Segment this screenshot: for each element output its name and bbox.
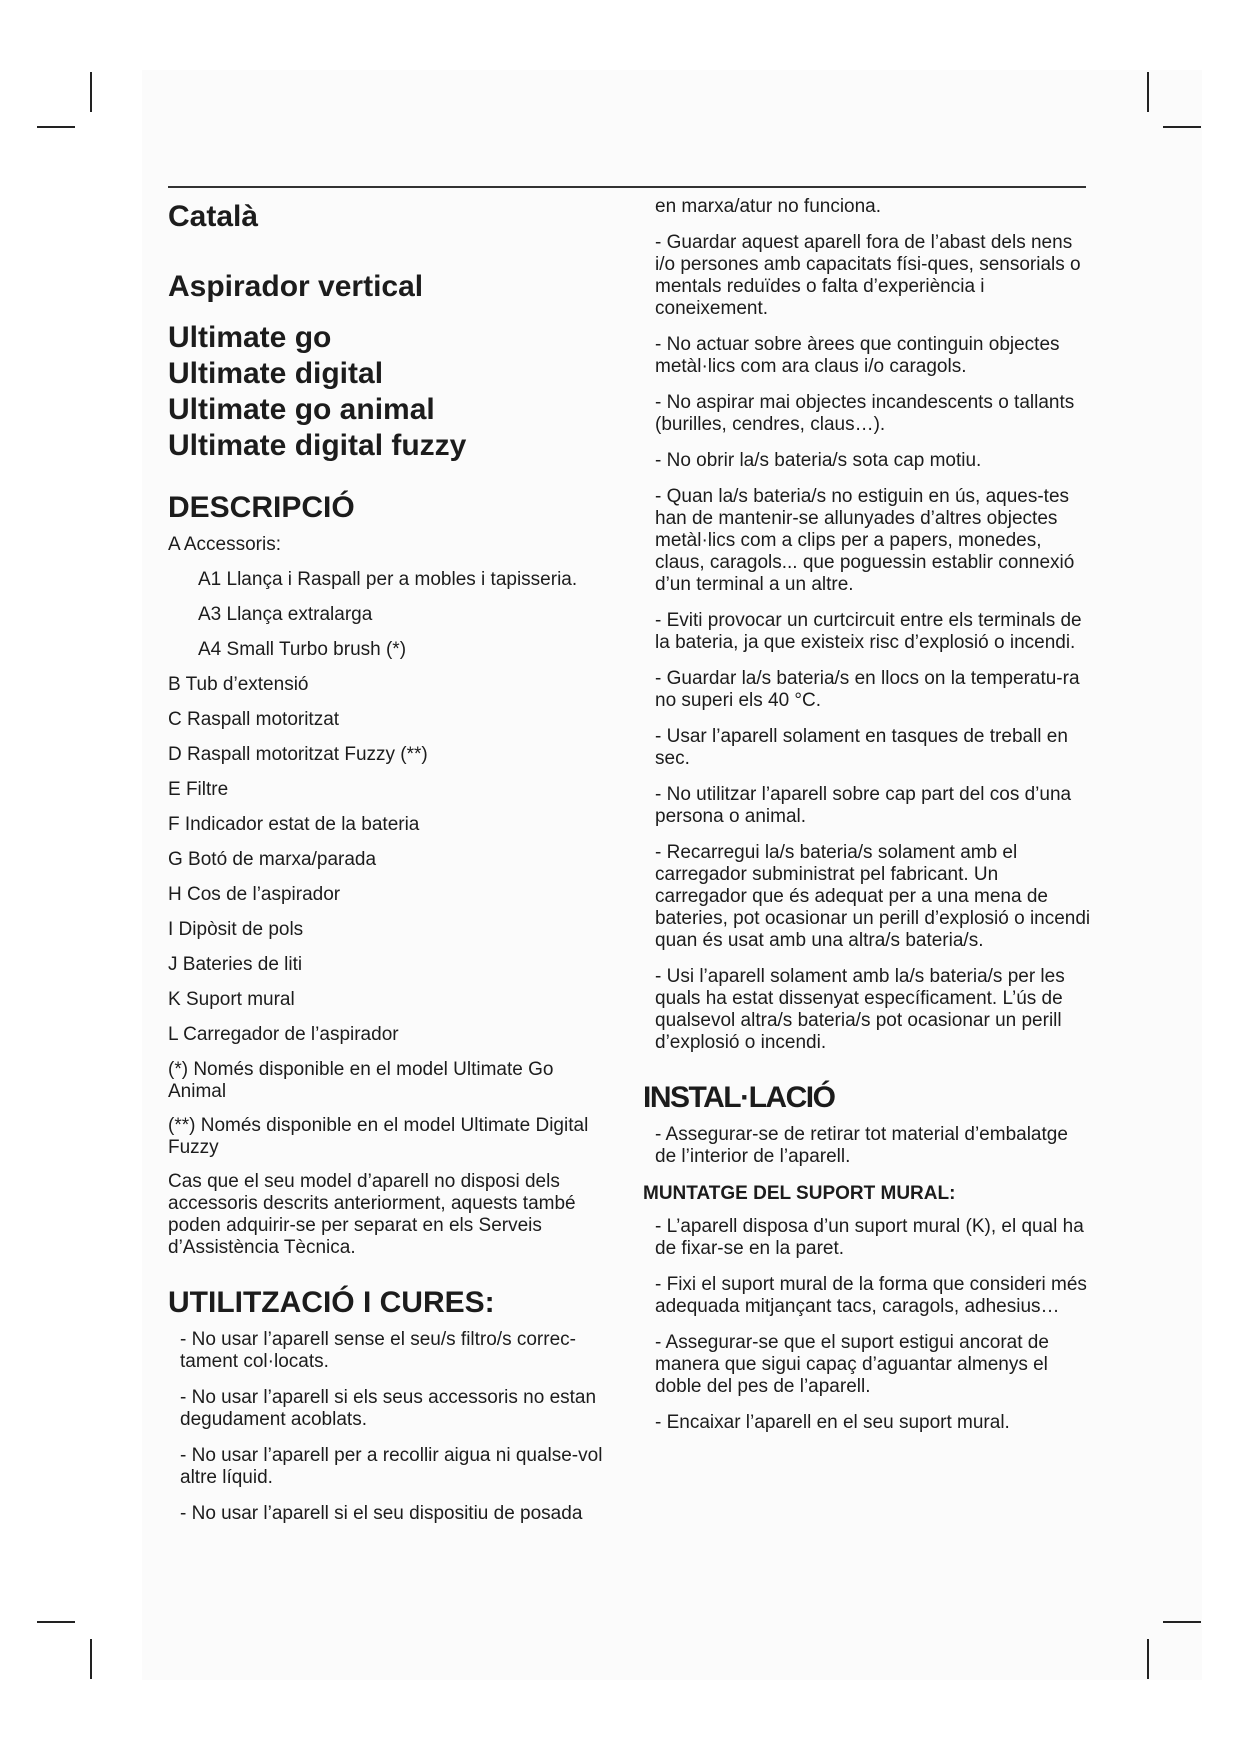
crop-mark-bottom-right-v — [1147, 1639, 1149, 1679]
part-item: D Raspall motoritzat Fuzzy (**) — [168, 744, 428, 765]
model-name: Ultimate digital fuzzy — [168, 429, 467, 462]
usage-item: - No obrir la/s bateria/s sota cap motiu. — [655, 450, 982, 471]
part-item: B Tub d’extensió — [168, 674, 309, 695]
usage-item: - No usar l’aparell si el seu dispositiu de posada — [180, 1503, 583, 1524]
usage-item: - Recarregui la/s bateria/s solament amb el carregador subministrat pel fabricant. Un carregador que és adequat per a una mena de bateries, pot ocasionar un perill d’explosió o incendi quan és usat amb una altra/s bateria/s. — [655, 842, 1091, 951]
wall-mount-item: - L’aparell disposa d’un suport mural (K), el qual ha de fixar-se en la paret. — [655, 1216, 1084, 1259]
usage-item: - No usar l’aparell si els seus accessoris no estan degudament acoblats. — [180, 1387, 597, 1430]
wall-mount-item: - Encaixar l’aparell en el seu suport mural. — [655, 1412, 1010, 1433]
installation-heading: INSTAL·LACIÓ — [643, 1081, 835, 1114]
usage-item: - Guardar la/s bateria/s en llocs on la temperatu-ra no superi els 40 °C. — [655, 668, 1080, 711]
accessory-item: A1 Llança i Raspall per a mobles i tapisseria. — [198, 569, 578, 590]
model-name: Ultimate go animal — [168, 393, 435, 426]
usage-item: - No usar l’aparell sense el seu/s filtro/s correc-tament col·locats. — [180, 1329, 576, 1372]
language-heading: Català — [168, 200, 259, 233]
crop-mark-bottom-right-h — [1163, 1621, 1201, 1623]
usage-item: - Eviti provocar un curtcircuit entre els terminals de la bateria, ja que existeix risc d’explosió o incendi. — [655, 610, 1082, 653]
crop-mark-top-left-h — [37, 126, 75, 128]
part-item: F Indicador estat de la bateria — [168, 814, 420, 835]
crop-mark-bottom-left-h — [37, 1621, 75, 1623]
right-column — [643, 190, 1093, 1448]
usage-item: - Usar l’aparell solament en tasques de treball en sec. — [655, 726, 1068, 769]
footnote: (*) Només disponible en el model Ultimate Go Animal — [168, 1059, 554, 1102]
part-item: C Raspall motoritzat — [168, 709, 340, 730]
model-list — [168, 320, 608, 464]
model-name: Ultimate digital — [168, 357, 384, 390]
usage-item: - No usar l’aparell per a recollir aigua ni qualse-vol altre líquid. — [180, 1445, 603, 1488]
part-item: J Bateries de liti — [168, 954, 303, 975]
part-item: E Filtre — [168, 779, 229, 800]
usage-item: - No aspirar mai objectes incandescents o tallants (burilles, cendres, claus…). — [655, 392, 1075, 435]
accessory-item: A3 Llança extralarga — [198, 604, 373, 625]
product-title: Aspirador vertical — [168, 270, 424, 303]
part-item: G Botó de marxa/parada — [168, 849, 377, 870]
part-item: H Cos de l’aspirador — [168, 884, 341, 905]
usage-item: - Usi l’aparell solament amb la/s bateria/s per les quals ha estat dissenyat específicament. L’ús de qualsevol altra/s bateria/s pot ocasionar un perill d’explosió o incendi. — [655, 966, 1065, 1053]
description-heading: DESCRIPCIÓ — [168, 491, 355, 524]
left-column — [168, 190, 608, 1539]
wall-mount-heading: MUNTATGE DEL SUPORT MURAL: — [643, 1183, 956, 1204]
crop-mark-bottom-left-v — [90, 1639, 92, 1679]
wall-mount-item: - Fixi el suport mural de la forma que consideri més adequada mitjançant tacs, caragols, adhesius… — [655, 1274, 1087, 1317]
part-item: L Carregador de l’aspirador — [168, 1024, 399, 1045]
model-name: Ultimate go — [168, 321, 332, 354]
installation-item: - Assegurar-se de retirar tot material d’embalatge de l’interior de l’aparell. — [655, 1124, 1068, 1167]
accessories-note: Cas que el seu model d’aparell no disposi dels accessoris descrits anteriorment, aquests també poden adquirir-se per separat en els Serveis d’Assistència Tècnica. — [168, 1171, 576, 1258]
usage-item: - Quan la/s bateria/s no estiguin en ús, aques-tes han de mantenir-se allunyades d’altres objectes metàl·lics com a clips per a papers, monedes, claus, caragols... que poguessin establir connexió d’un terminal a un altre. — [655, 486, 1075, 595]
usage-item: - No actuar sobre àrees que continguin objectes metàl·lics com ara claus i/o caragols. — [655, 334, 1060, 377]
accessory-item: A4 Small Turbo brush (*) — [198, 639, 407, 660]
usage-heading: UTILITZACIÓ I CURES: — [168, 1286, 495, 1319]
accessories-label: A Accessoris: — [168, 534, 281, 555]
usage-item: - No utilitzar l’aparell sobre cap part del cos d’una persona o animal. — [655, 784, 1072, 827]
part-item: K Suport mural — [168, 989, 295, 1010]
usage-item: - Guardar aquest aparell fora de l’abast dels nens i/o persones amb capacitats físi-ques, sensorials o mentals reduïdes o falta d’experiència i coneixement. — [655, 232, 1081, 319]
usage-item-continuation: en marxa/atur no funciona. — [655, 196, 882, 217]
wall-mount-item: - Assegurar-se que el suport estigui ancorat de manera que sigui capaç d’aguantar almenys el doble del pes de l’aparell. — [655, 1332, 1049, 1397]
crop-mark-top-right-v — [1147, 72, 1149, 112]
crop-mark-top-left-v — [90, 72, 92, 112]
header-rule — [168, 186, 1086, 188]
footnote: (**) Només disponible en el model Ultimate Digital Fuzzy — [168, 1115, 589, 1158]
part-item: I Dipòsit de pols — [168, 919, 304, 940]
crop-mark-top-right-h — [1163, 126, 1201, 128]
